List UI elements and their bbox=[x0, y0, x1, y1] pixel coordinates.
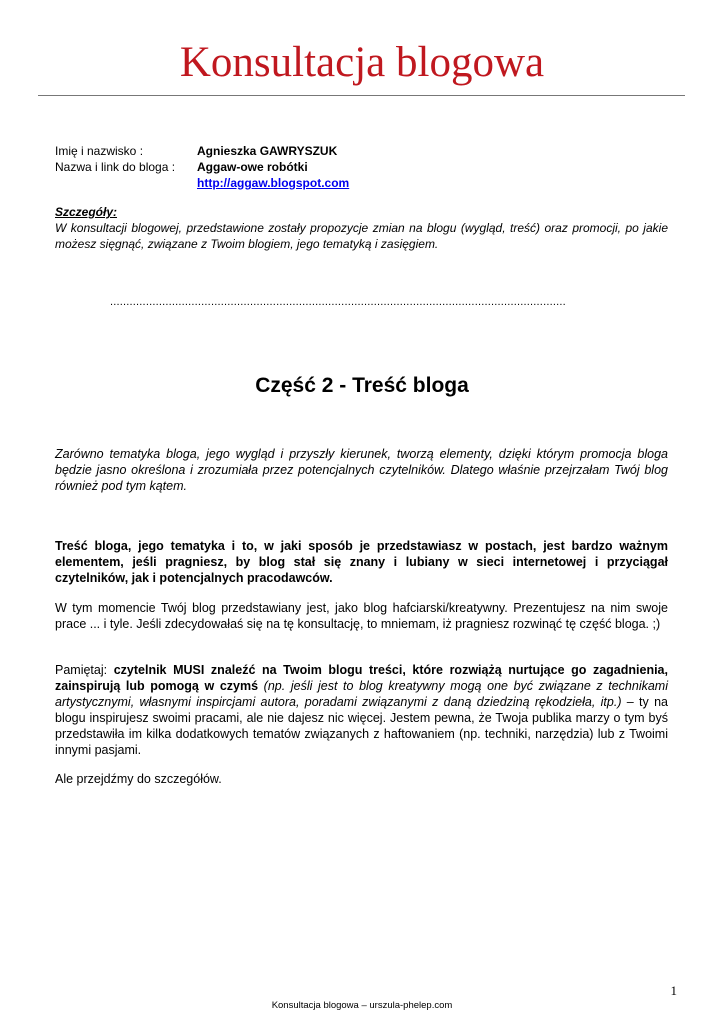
blog-label: Nazwa i link do bloga : bbox=[55, 160, 176, 174]
page-number: 1 bbox=[670, 983, 677, 998]
name-value: Agnieszka GAWRYSZUK bbox=[197, 144, 338, 158]
link-label-spacer bbox=[55, 175, 197, 191]
blog-row bbox=[55, 159, 349, 175]
link-row bbox=[55, 175, 349, 191]
details-block bbox=[55, 204, 668, 252]
blog-link[interactable]: http://aggaw.blogspot.com bbox=[197, 176, 350, 190]
document-title: Konsultacja blogowa bbox=[179, 39, 545, 86]
paragraph-remember bbox=[55, 662, 668, 758]
remember-rest-text: – ty na blogu inspirujesz swoimi pracami, ale nie dajesz nic więcej. Jestem pewna, że Twoja publika marzy o tym byś przedstawiła im kilka dodatkowych tematów związanych z haftowaniem (np. techniki, narzędzia) lub z Twoimi innymi pasjami. bbox=[55, 695, 668, 757]
name-row bbox=[55, 143, 349, 159]
paragraph-current-state: W tym momencie Twój blog przedstawiany jest, jako blog hafciarski/kreatywny. Prezentujesz na nim swoje prace ... i tyle. Jeśli zdecydowałaś się na tę konsultację, to mniemam, iż pragniesz rozwinąć tę część bloga. ;) bbox=[55, 601, 668, 631]
page-footer: Konsultacja blogowa – urszula-phelep.com bbox=[271, 1000, 453, 1011]
dotted-separator: ............................................................................................................................................ bbox=[110, 296, 566, 308]
part-title: Część 2 - Treść bloga bbox=[255, 374, 469, 397]
title-divider bbox=[38, 95, 685, 96]
paragraph-closing: Ale przejdźmy do szczegółów. bbox=[55, 772, 222, 786]
info-block bbox=[55, 143, 349, 191]
remember-bold-text: czytelnik MUSI znaleźć na Twoim blogu treści, które rozwiążą nurtujące go zagadnienia, zainspirują lub pomogą w czymś bbox=[55, 663, 668, 693]
details-text: W konsultacji blogowej, przedstawione zostały propozycje zmian na blogu (wygląd, treść) oraz promocji, po jakie możesz sięgnąć, związane z Twoim blogiem, jego tematyką i zasięgiem. bbox=[55, 221, 668, 251]
blog-name-value: Aggaw-owe robótki bbox=[197, 160, 308, 174]
remember-label: Pamiętaj: bbox=[55, 663, 114, 677]
details-heading: Szczegóły: bbox=[55, 205, 118, 219]
remember-italic-text: (np. jeśli jest to blog kreatywny mogą one być związane z technikami artystycznymi, własnymi inspircjami autora, poradami związanymi z daną dziedziną rękodzieła, itp.) bbox=[55, 679, 668, 709]
paragraph-content-importance: Treść bloga, jego tematyka i to, w jaki sposób je przedstawiasz w postach, jest bardzo ważnym elementem, jeśli pragniesz, by blog stał się znany i lubiany w sieci internetowej i przyciągał czytelników, jak i potencjalnych pracodawców. bbox=[55, 539, 668, 585]
paragraph-intro: Zarówno tematyka bloga, jego wygląd i przyszły kierunek, tworzą elementy, dzięki którym promocja bloga będzie jasno określona i zrozumiała przez potencjalnych czytelników. Dlatego właśnie przejrzałam Twój blog również pod tym kątem. bbox=[55, 447, 668, 493]
name-label: Imię i nazwisko : bbox=[55, 144, 144, 158]
